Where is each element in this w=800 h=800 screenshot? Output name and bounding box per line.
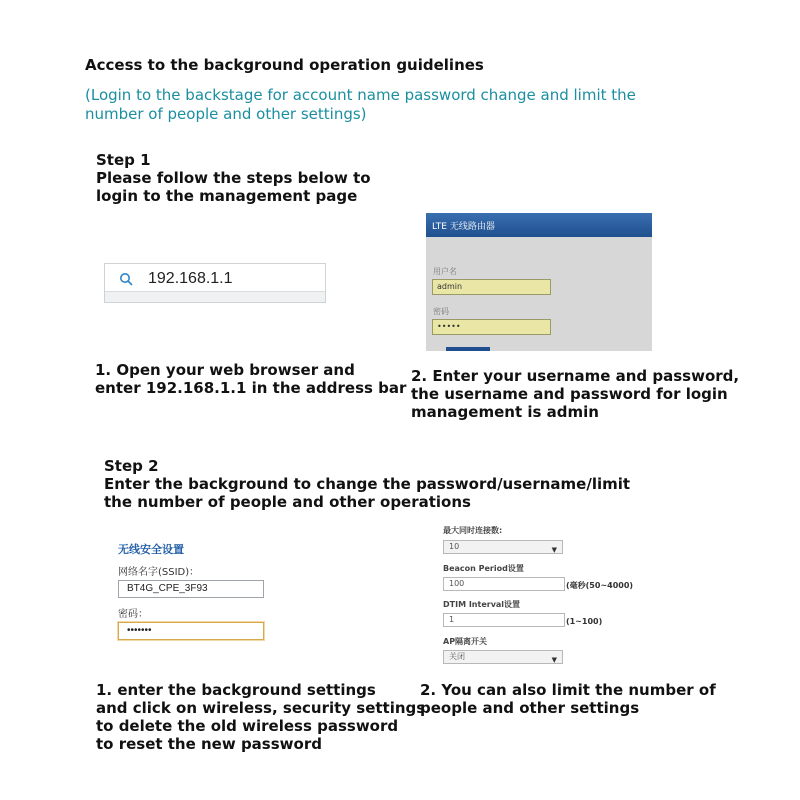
step1-caption-left xyxy=(95,361,406,397)
max-connections-select[interactable] xyxy=(443,540,563,554)
login-panel-header xyxy=(426,213,652,237)
max-connections-value: 10 xyxy=(449,542,460,551)
step1-heading-line: Step 1 xyxy=(96,151,151,169)
ssid-label: 网络名字(SSID)： xyxy=(118,567,200,578)
address-url: 192.168.1.1 xyxy=(148,270,233,287)
step1-caption-right xyxy=(411,367,739,421)
ap-isolation-value: 关闭 xyxy=(449,652,465,661)
username-label: 用户名 xyxy=(433,267,457,276)
caption-line: enter 192.168.1.1 in the address bar xyxy=(95,379,407,397)
caption-line: 1. enter the background settings xyxy=(96,681,376,699)
caption-line: management is admin xyxy=(411,403,599,421)
caption-line: to reset the new password xyxy=(96,735,322,753)
dropdown-arrow-icon: ▼ xyxy=(551,546,557,554)
dtim-interval-input[interactable]: 1 xyxy=(443,613,565,627)
caption-line: 2. Enter your username and password, xyxy=(411,367,740,385)
search-icon xyxy=(119,272,133,286)
password-label: 密码 xyxy=(433,307,449,316)
beacon-period-range: (毫秒(50~4000) xyxy=(566,581,634,590)
ssid-input[interactable]: BT4G_CPE_3F93 xyxy=(118,580,264,598)
username-field[interactable]: admin xyxy=(432,279,551,295)
step2-heading xyxy=(104,457,630,511)
step2-heading-line: the number of people and other operations xyxy=(104,493,471,511)
dropdown-arrow-icon: ▼ xyxy=(551,656,557,664)
subtitle-line: number of people and other settings) xyxy=(85,105,367,123)
login-button[interactable] xyxy=(446,347,490,351)
caption-line: and click on wireless, security settings xyxy=(96,699,426,717)
step1-heading-line: Please follow the steps below to xyxy=(96,169,371,187)
step2-caption-left xyxy=(96,681,425,753)
address-bar-footer xyxy=(105,291,325,302)
step2-heading-line: Step 2 xyxy=(104,457,159,475)
step1-heading-line: login to the management page xyxy=(96,187,358,205)
login-panel xyxy=(426,213,652,351)
caption-line: the username and password for login xyxy=(411,385,728,403)
caption-line: 1. Open your web browser and xyxy=(95,361,355,379)
dtim-interval-label: DTIM Interval设置 xyxy=(443,600,521,609)
password-field[interactable]: ••••• xyxy=(432,319,551,335)
address-bar[interactable] xyxy=(104,263,326,303)
page-title: Access to the background operation guidelines xyxy=(85,56,484,74)
caption-line: 2. You can also limit the number of xyxy=(420,681,716,699)
wireless-security-title: 无线安全设置 xyxy=(118,543,184,556)
page-subtitle xyxy=(85,86,636,124)
step2-caption-right xyxy=(420,681,716,717)
wifi-password-label: 密码： xyxy=(118,609,148,620)
subtitle-line: (Login to the backstage for account name password change and limit the xyxy=(85,86,636,104)
ap-isolation-select[interactable] xyxy=(443,650,563,664)
beacon-period-label: Beacon Period设置 xyxy=(443,564,524,573)
ap-isolation-label: AP隔离开关 xyxy=(443,637,488,646)
dtim-interval-range: (1~100) xyxy=(566,617,603,626)
step1-heading xyxy=(96,151,371,205)
caption-line: to delete the old wireless password xyxy=(96,717,399,735)
login-panel-title: LTE 无线路由器 xyxy=(432,222,495,232)
beacon-period-input[interactable]: 100 xyxy=(443,577,565,591)
wifi-password-input[interactable]: ••••••• xyxy=(118,622,264,640)
max-connections-label: 最大同时连接数: xyxy=(443,526,503,535)
step2-heading-line: Enter the background to change the password/username/limit xyxy=(104,475,631,493)
caption-line: people and other settings xyxy=(420,699,640,717)
